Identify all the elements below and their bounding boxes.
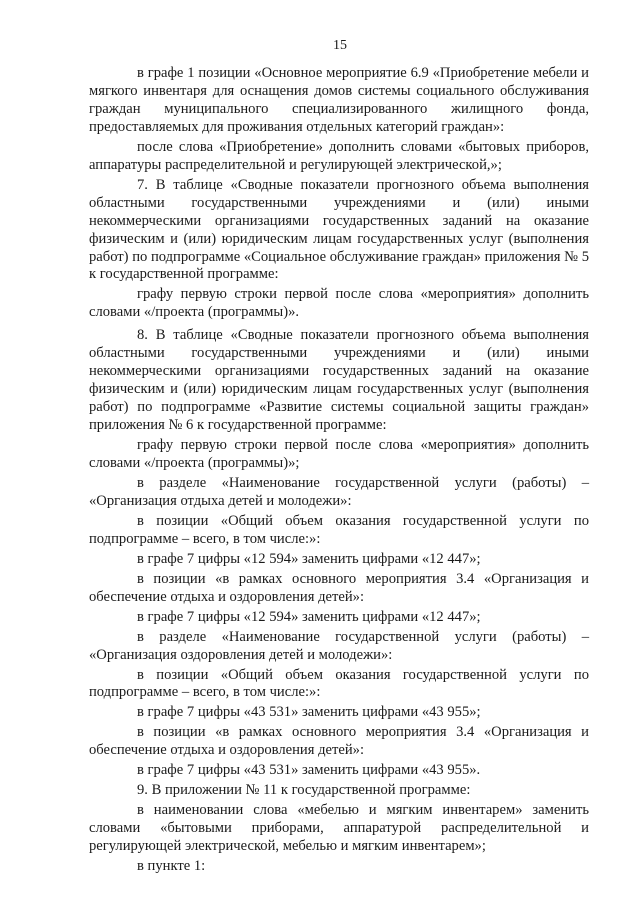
paragraph-column7-change-4: в графе 7 цифры «43 531» заменить цифрами «43 955». <box>137 762 481 779</box>
paragraph-column7-change-3: в графе 7 цифры «43 531» заменить цифрами «43 955»; <box>137 704 481 721</box>
paragraph-graph1-position-6-9: в графе 1 позиции «Основное мероприятие 6.9 «Приобретение мебели и мягкого инвентаря для оснащения домов системы социального обслуживания граждан муниципального специализированного жилищного фонда, предоставляемых для проживания отдельных категорий граждан»: <box>89 65 589 135</box>
paragraph-position-activity-3-4-1: в позиции «в рамках основного мероприятия 3.4 «Организация и обеспечение отдыха и оздоровления детей»: <box>89 570 589 605</box>
page-number: 15 <box>333 38 347 53</box>
paragraph-column7-change-1: в графе 7 цифры «12 594» заменить цифрами «12 447»; <box>137 550 481 567</box>
paragraph-position-activity-3-4-2: в позиции «в рамках основного мероприятия 3.4 «Организация и обеспечение отдыха и оздоровления детей»: <box>89 724 589 759</box>
document-body <box>89 65 589 876</box>
paragraph-section-health: в разделе «Наименование государственной услуги (работы) – «Организация оздоровления детей и молодежи»: <box>89 628 589 663</box>
paragraph-column-first-item-7: графу первую строки первой после слова «мероприятия» дополнить словами «/проекта (программы)». <box>89 286 589 321</box>
paragraph-position-total-1: в позиции «Общий объем оказания государственной услуги по подпрограмме – всего, в том числе:»: <box>89 512 589 547</box>
paragraph-title-replacement: в наименовании слова «мебелью и мягким инвентарем» заменить словами «бытовыми приборами, аппаратурой распределительной и регулирующей электрической, мебелью и мягким инвентарем»; <box>89 802 589 855</box>
paragraph-after-word-acquisition: после слова «Приобретение» дополнить словами «бытовых приборов, аппаратуры распределительной и регулирующей электрической,»; <box>89 138 589 173</box>
paragraph-position-total-2: в позиции «Общий объем оказания государственной услуги по подпрограмме – всего, в том числе:»: <box>89 666 589 701</box>
paragraph-item-8: 8. В таблице «Сводные показатели прогнозного объема выполнения областными государственными учреждениями и (или) иными некоммерческими организациями государственных заданий на оказание физическим и (или) юридическим лицам государственных услуг (выполнения работ) по подпрограмме «Развитие системы социальной защиты граждан» приложения № 6 к государственной программе: <box>89 327 589 434</box>
paragraph-item-7: 7. В таблице «Сводные показатели прогнозного объема выполнения областными государственными учреждениями и (или) иными некоммерческими организациями государственных заданий на оказание физическим и (или) юридическим лицам государственных услуг (выполнения работ) по подпрограмме «Социальное обслуживание граждан» приложения № 5 к государственной программе: <box>89 176 589 283</box>
paragraph-column-first-item-8: графу первую строки первой после слова «мероприятия» дополнить словами «/проекта (программы)»; <box>89 437 589 472</box>
paragraph-column7-change-2: в графе 7 цифры «12 594» заменить цифрами «12 447»; <box>137 608 481 625</box>
paragraph-section-recreation: в разделе «Наименование государственной услуги (работы) – «Организация отдыха детей и молодежи»: <box>89 474 589 509</box>
paragraph-point-1: в пункте 1: <box>137 858 206 875</box>
paragraph-item-9: 9. В приложении № 11 к государственной программе: <box>137 782 471 799</box>
